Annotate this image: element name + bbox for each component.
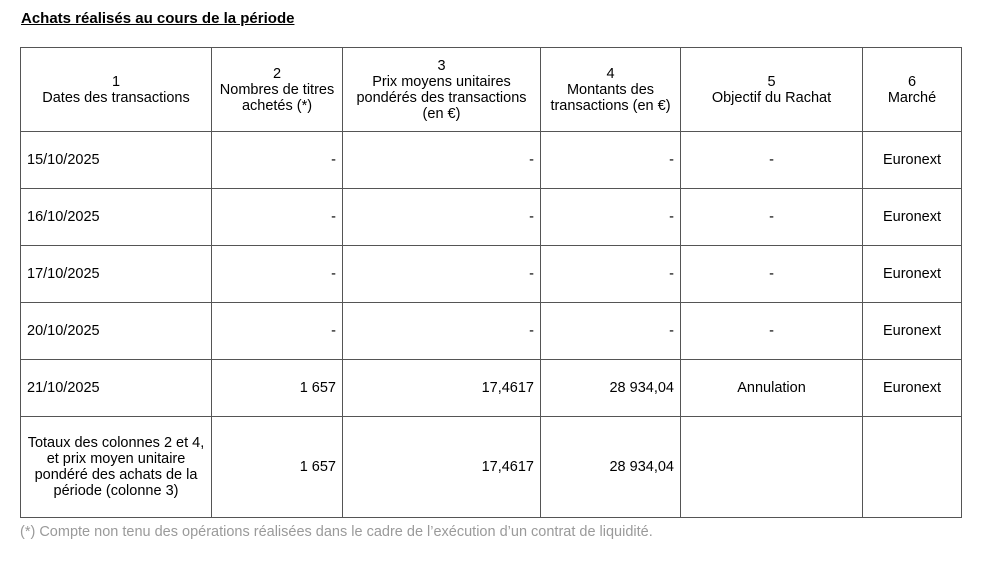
cell-date: 20/10/2025	[21, 303, 212, 360]
page-title: Achats réalisés au cours de la période	[21, 10, 295, 27]
cell-montant: 28 934,04	[541, 360, 681, 417]
cell-objectif: -	[681, 246, 863, 303]
column-number: 6	[907, 73, 917, 90]
cell-prix: -	[343, 189, 541, 246]
cell-date: 15/10/2025	[21, 132, 212, 189]
totals-row	[21, 417, 962, 518]
cell-marche: Euronext	[863, 132, 962, 189]
table-header-row	[21, 48, 962, 132]
column-header-dates	[21, 48, 212, 132]
cell-marche: Euronext	[863, 246, 962, 303]
cell-date: 17/10/2025	[21, 246, 212, 303]
cell-date: 16/10/2025	[21, 189, 212, 246]
table-row	[21, 303, 962, 360]
column-number: 5	[767, 73, 776, 90]
cell-prix: 17,4617	[343, 360, 541, 417]
column-header-marche	[863, 48, 962, 132]
column-header-objectif	[681, 48, 863, 132]
cell-objectif: -	[681, 303, 863, 360]
cell-montant: -	[541, 303, 681, 360]
cell-titres: 1 657	[212, 360, 343, 417]
total-marche	[863, 417, 962, 518]
purchases-table	[20, 47, 962, 518]
column-label: Nombres de titres achetés (*)	[219, 81, 335, 114]
cell-objectif: -	[681, 132, 863, 189]
cell-date: 21/10/2025	[21, 360, 212, 417]
table-row	[21, 189, 962, 246]
cell-marche: Euronext	[863, 360, 962, 417]
total-titres: 1 657	[212, 417, 343, 518]
column-label: Montants des transactions (en €)	[550, 81, 671, 114]
cell-prix: -	[343, 303, 541, 360]
cell-titres: -	[212, 189, 343, 246]
total-montant: 28 934,04	[541, 417, 681, 518]
cell-marche: Euronext	[863, 189, 962, 246]
column-number: 1	[111, 73, 121, 90]
cell-prix: -	[343, 246, 541, 303]
column-number: 2	[272, 65, 282, 82]
cell-prix: -	[343, 132, 541, 189]
cell-montant: -	[541, 246, 681, 303]
cell-marche: Euronext	[863, 303, 962, 360]
column-number: 3	[437, 57, 446, 74]
cell-titres: -	[212, 246, 343, 303]
cell-titres: -	[212, 303, 343, 360]
column-header-prix	[343, 48, 541, 132]
cell-montant: -	[541, 132, 681, 189]
column-label: Objectif du Rachat	[711, 89, 832, 106]
table-row	[21, 360, 962, 417]
totals-label: Totaux des colonnes 2 et 4, et prix moyen unitaire pondéré des achats de la période (colonne 3)	[21, 417, 212, 518]
cell-titres: -	[212, 132, 343, 189]
table-row	[21, 132, 962, 189]
cell-montant: -	[541, 189, 681, 246]
column-header-montants	[541, 48, 681, 132]
column-number: 4	[606, 65, 615, 82]
column-label: Prix moyens unitaires pondérés des transactions (en €)	[356, 73, 527, 122]
total-objectif	[681, 417, 863, 518]
cell-objectif: Annulation	[681, 360, 863, 417]
column-header-titres	[212, 48, 343, 132]
column-label: Marché	[887, 89, 937, 106]
cell-objectif: -	[681, 189, 863, 246]
table-row	[21, 246, 962, 303]
footnote: (*) Compte non tenu des opérations réalisées dans le cadre de l’exécution d’un contrat de liquidité.	[20, 524, 653, 540]
column-label: Dates des transactions	[42, 89, 190, 106]
total-prix: 17,4617	[343, 417, 541, 518]
